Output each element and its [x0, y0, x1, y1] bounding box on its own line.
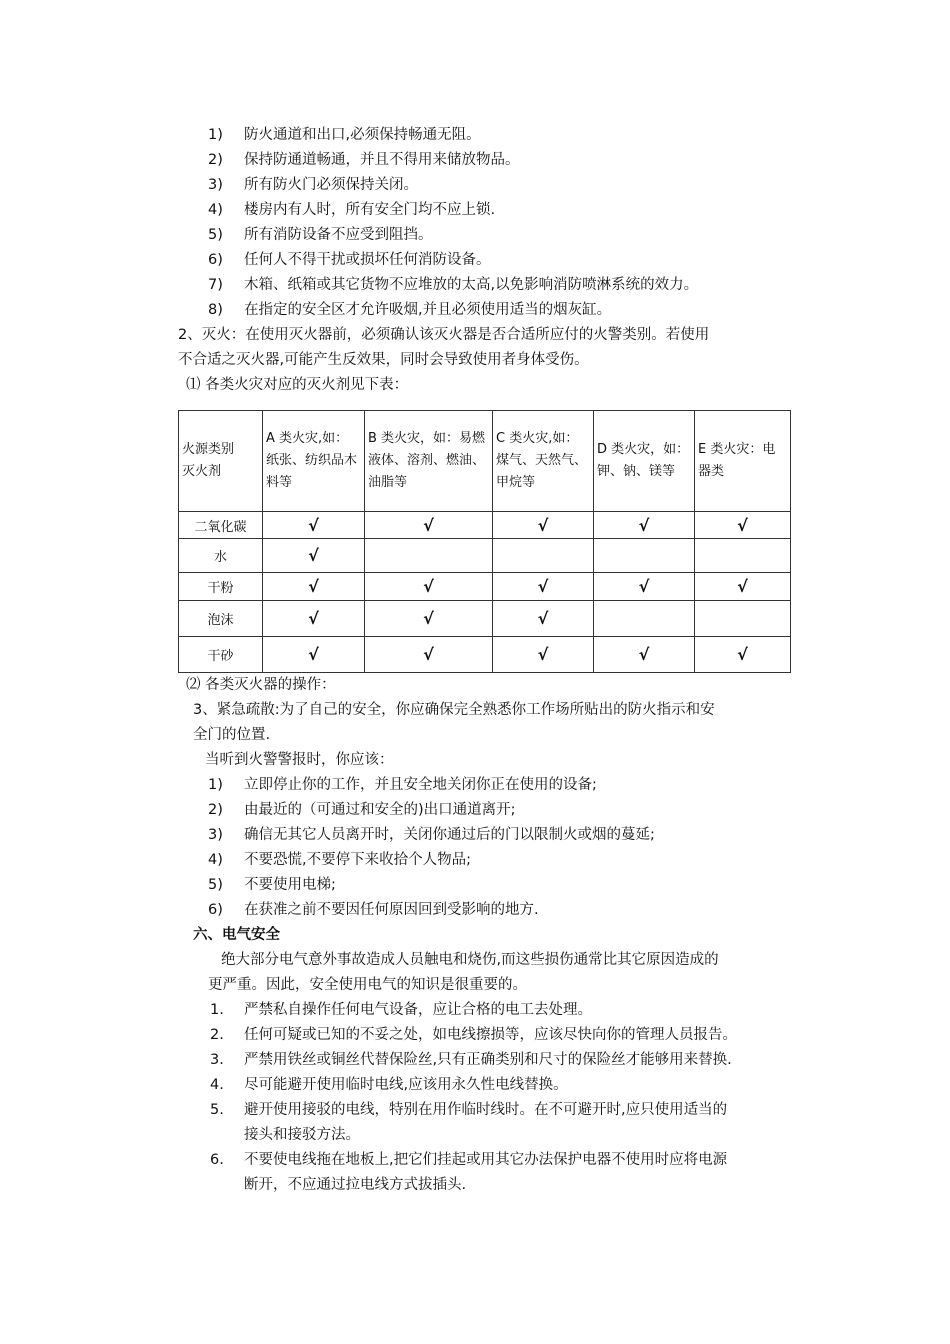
extinguish-paragraph-line2: 不合适之灭火器,可能产生反效果，同时会导致使用者身体受伤。	[178, 352, 589, 368]
table-row	[179, 601, 791, 637]
extinguish-paragraph-line1: 2、灭火：在使用灭火器前，必须确认该灭火器是否合适所应付的火警类别。若使用	[178, 327, 710, 343]
list-number: 1)	[208, 777, 223, 793]
list-item: 在指定的安全区才允许吸烟,并且必须使用适当的烟灰缸。	[244, 302, 612, 318]
check-cell: √	[365, 637, 493, 673]
alarm-intro: 当听到火警警报时，你应该：	[205, 752, 394, 768]
list-number: 2.	[210, 1027, 224, 1043]
list-item: 木箱、纸箱或其它货物不应堆放的太高,以免影响消防喷淋系统的效力。	[244, 277, 699, 293]
corner-label-fire-class: 火源类别	[182, 442, 235, 457]
check-cell: √	[263, 512, 365, 539]
electrical-intro-line2: 更严重。因此，安全使用电气的知识是很重要的。	[208, 977, 527, 993]
list-item: 所有消防设备不应受到阻挡。	[244, 227, 433, 243]
list-item: 避开使用接驳的电线，特别在用作临时线时。在不可避开时,应只使用适当的	[244, 1102, 728, 1118]
check-cell: √	[695, 637, 791, 673]
column-header-e: E 类火灾：电器类	[695, 411, 791, 512]
operation-heading: ⑵ 各类灭火器的操作：	[186, 677, 336, 693]
list-number: 6.	[210, 1152, 224, 1168]
electrical-intro-line1: 绝大部分电气意外事故造成人员触电和烧伤,而这些损伤通常比其它原因造成的	[221, 952, 719, 968]
check-cell: √	[263, 601, 365, 637]
list-number: 2)	[208, 152, 223, 168]
table-row	[179, 573, 791, 601]
check-cell: √	[695, 512, 791, 539]
list-item: 确信无其它人员离开时，关闭你通过后的门以限制火或烟的蔓延;	[244, 827, 655, 843]
check-cell: √	[594, 573, 695, 601]
check-cell: √	[365, 512, 493, 539]
check-cell	[493, 539, 594, 573]
list-item: 不要使用电梯;	[244, 877, 336, 893]
table-intro: ⑴ 各类火灾对应的灭火剂见下表：	[186, 377, 409, 393]
check-cell	[695, 539, 791, 573]
list-item: 防火通道和出口,必须保持畅通无阻。	[244, 127, 481, 143]
column-header-c: C 类火灾,如：煤气、天然气、甲烷等	[493, 411, 594, 512]
list-item: 在获准之前不要因任何原因回到受影响的地方.	[244, 902, 539, 918]
check-cell: √	[365, 601, 493, 637]
list-number: 7)	[208, 277, 223, 293]
list-number: 4)	[208, 852, 223, 868]
list-number: 8)	[208, 302, 223, 318]
list-number: 4)	[208, 202, 223, 218]
list-item: 严禁用铁丝或铜丝代替保险丝,只有正确类别和尺寸的保险丝才能够用来替换.	[244, 1052, 732, 1068]
list-number: 1.	[210, 1002, 224, 1018]
list-number: 3)	[208, 177, 223, 193]
check-cell	[695, 601, 791, 637]
list-number: 6)	[208, 902, 223, 918]
list-item: 严禁私自操作任何电气设备，应让合格的电工去处理。	[244, 1002, 592, 1018]
list-item: 所有防火门必须保持关闭。	[244, 177, 418, 193]
table-row	[179, 512, 791, 539]
check-cell: √	[493, 573, 594, 601]
check-cell	[594, 601, 695, 637]
table-row	[179, 637, 791, 673]
row-label: 水	[179, 539, 263, 573]
check-cell: √	[263, 573, 365, 601]
list-item: 不要恐慌,不要停下来收拾个人物品;	[244, 852, 471, 868]
table-row	[179, 539, 791, 573]
list-item: 尽可能避开使用临时电线,应该用永久性电线替换。	[244, 1077, 568, 1093]
check-cell: √	[365, 573, 493, 601]
list-item: 由最近的（可通过和安全的)出口通道离开;	[244, 802, 516, 818]
row-label: 干砂	[179, 637, 263, 673]
column-header-d: D 类火灾，如：钾、钠、镁等	[594, 411, 695, 512]
check-cell: √	[263, 539, 365, 573]
list-number: 5)	[208, 227, 223, 243]
row-label: 干粉	[179, 573, 263, 601]
check-cell	[365, 539, 493, 573]
check-cell: √	[263, 637, 365, 673]
list-item: 任何可疑或已知的不妥之处，如电线擦损等，应该尽快向你的管理人员报告。	[244, 1027, 737, 1043]
check-cell: √	[594, 512, 695, 539]
list-number: 1)	[208, 127, 223, 143]
list-number: 5.	[210, 1102, 224, 1118]
evacuation-paragraph-line2: 全门的位置.	[193, 727, 271, 743]
list-number: 2)	[208, 802, 223, 818]
check-cell: √	[493, 512, 594, 539]
column-header-a: A 类火灾,如：纸张、纺织品木料等	[263, 411, 365, 512]
table-corner-cell	[179, 411, 263, 512]
list-item-continuation: 接头和接驳方法。	[244, 1127, 360, 1143]
check-cell: √	[695, 573, 791, 601]
list-number: 6)	[208, 252, 223, 268]
column-header-b: B 类火灾，如：易燃液体、溶剂、燃油、油脂等	[365, 411, 493, 512]
list-item: 不要使电线拖在地板上,把它们挂起或用其它办法保护电器不使用时应将电源	[244, 1152, 728, 1168]
table-header-row	[179, 411, 791, 512]
list-item: 任何人不得干扰或损坏任何消防设备。	[244, 252, 491, 268]
list-number: 5)	[208, 877, 223, 893]
list-item: 立即停止你的工作，并且安全地关闭你正在使用的设备;	[244, 777, 597, 793]
check-cell: √	[594, 637, 695, 673]
list-number: 3.	[210, 1052, 224, 1068]
list-item: 楼房内有人时，所有安全门均不应上锁.	[244, 202, 496, 218]
list-item: 保持防通道畅通，并且不得用来储放物品。	[244, 152, 520, 168]
corner-label-agent: 灭火剂	[182, 464, 222, 479]
list-number: 3)	[208, 827, 223, 843]
list-item-continuation: 断开，不应通过拉电线方式拔插头.	[244, 1177, 467, 1193]
fire-class-table	[178, 410, 791, 673]
section-heading-electrical: 六、电气安全	[193, 927, 280, 943]
check-cell: √	[493, 601, 594, 637]
check-cell: √	[493, 637, 594, 673]
list-number: 4.	[210, 1077, 224, 1093]
row-label: 泡沫	[179, 601, 263, 637]
check-cell	[594, 539, 695, 573]
evacuation-paragraph-line1: 3、紧急疏散:为了自己的安全，你应确保完全熟悉你工作场所贴出的防火指示和安	[193, 702, 715, 718]
row-label: 二氧化碳	[179, 512, 263, 539]
